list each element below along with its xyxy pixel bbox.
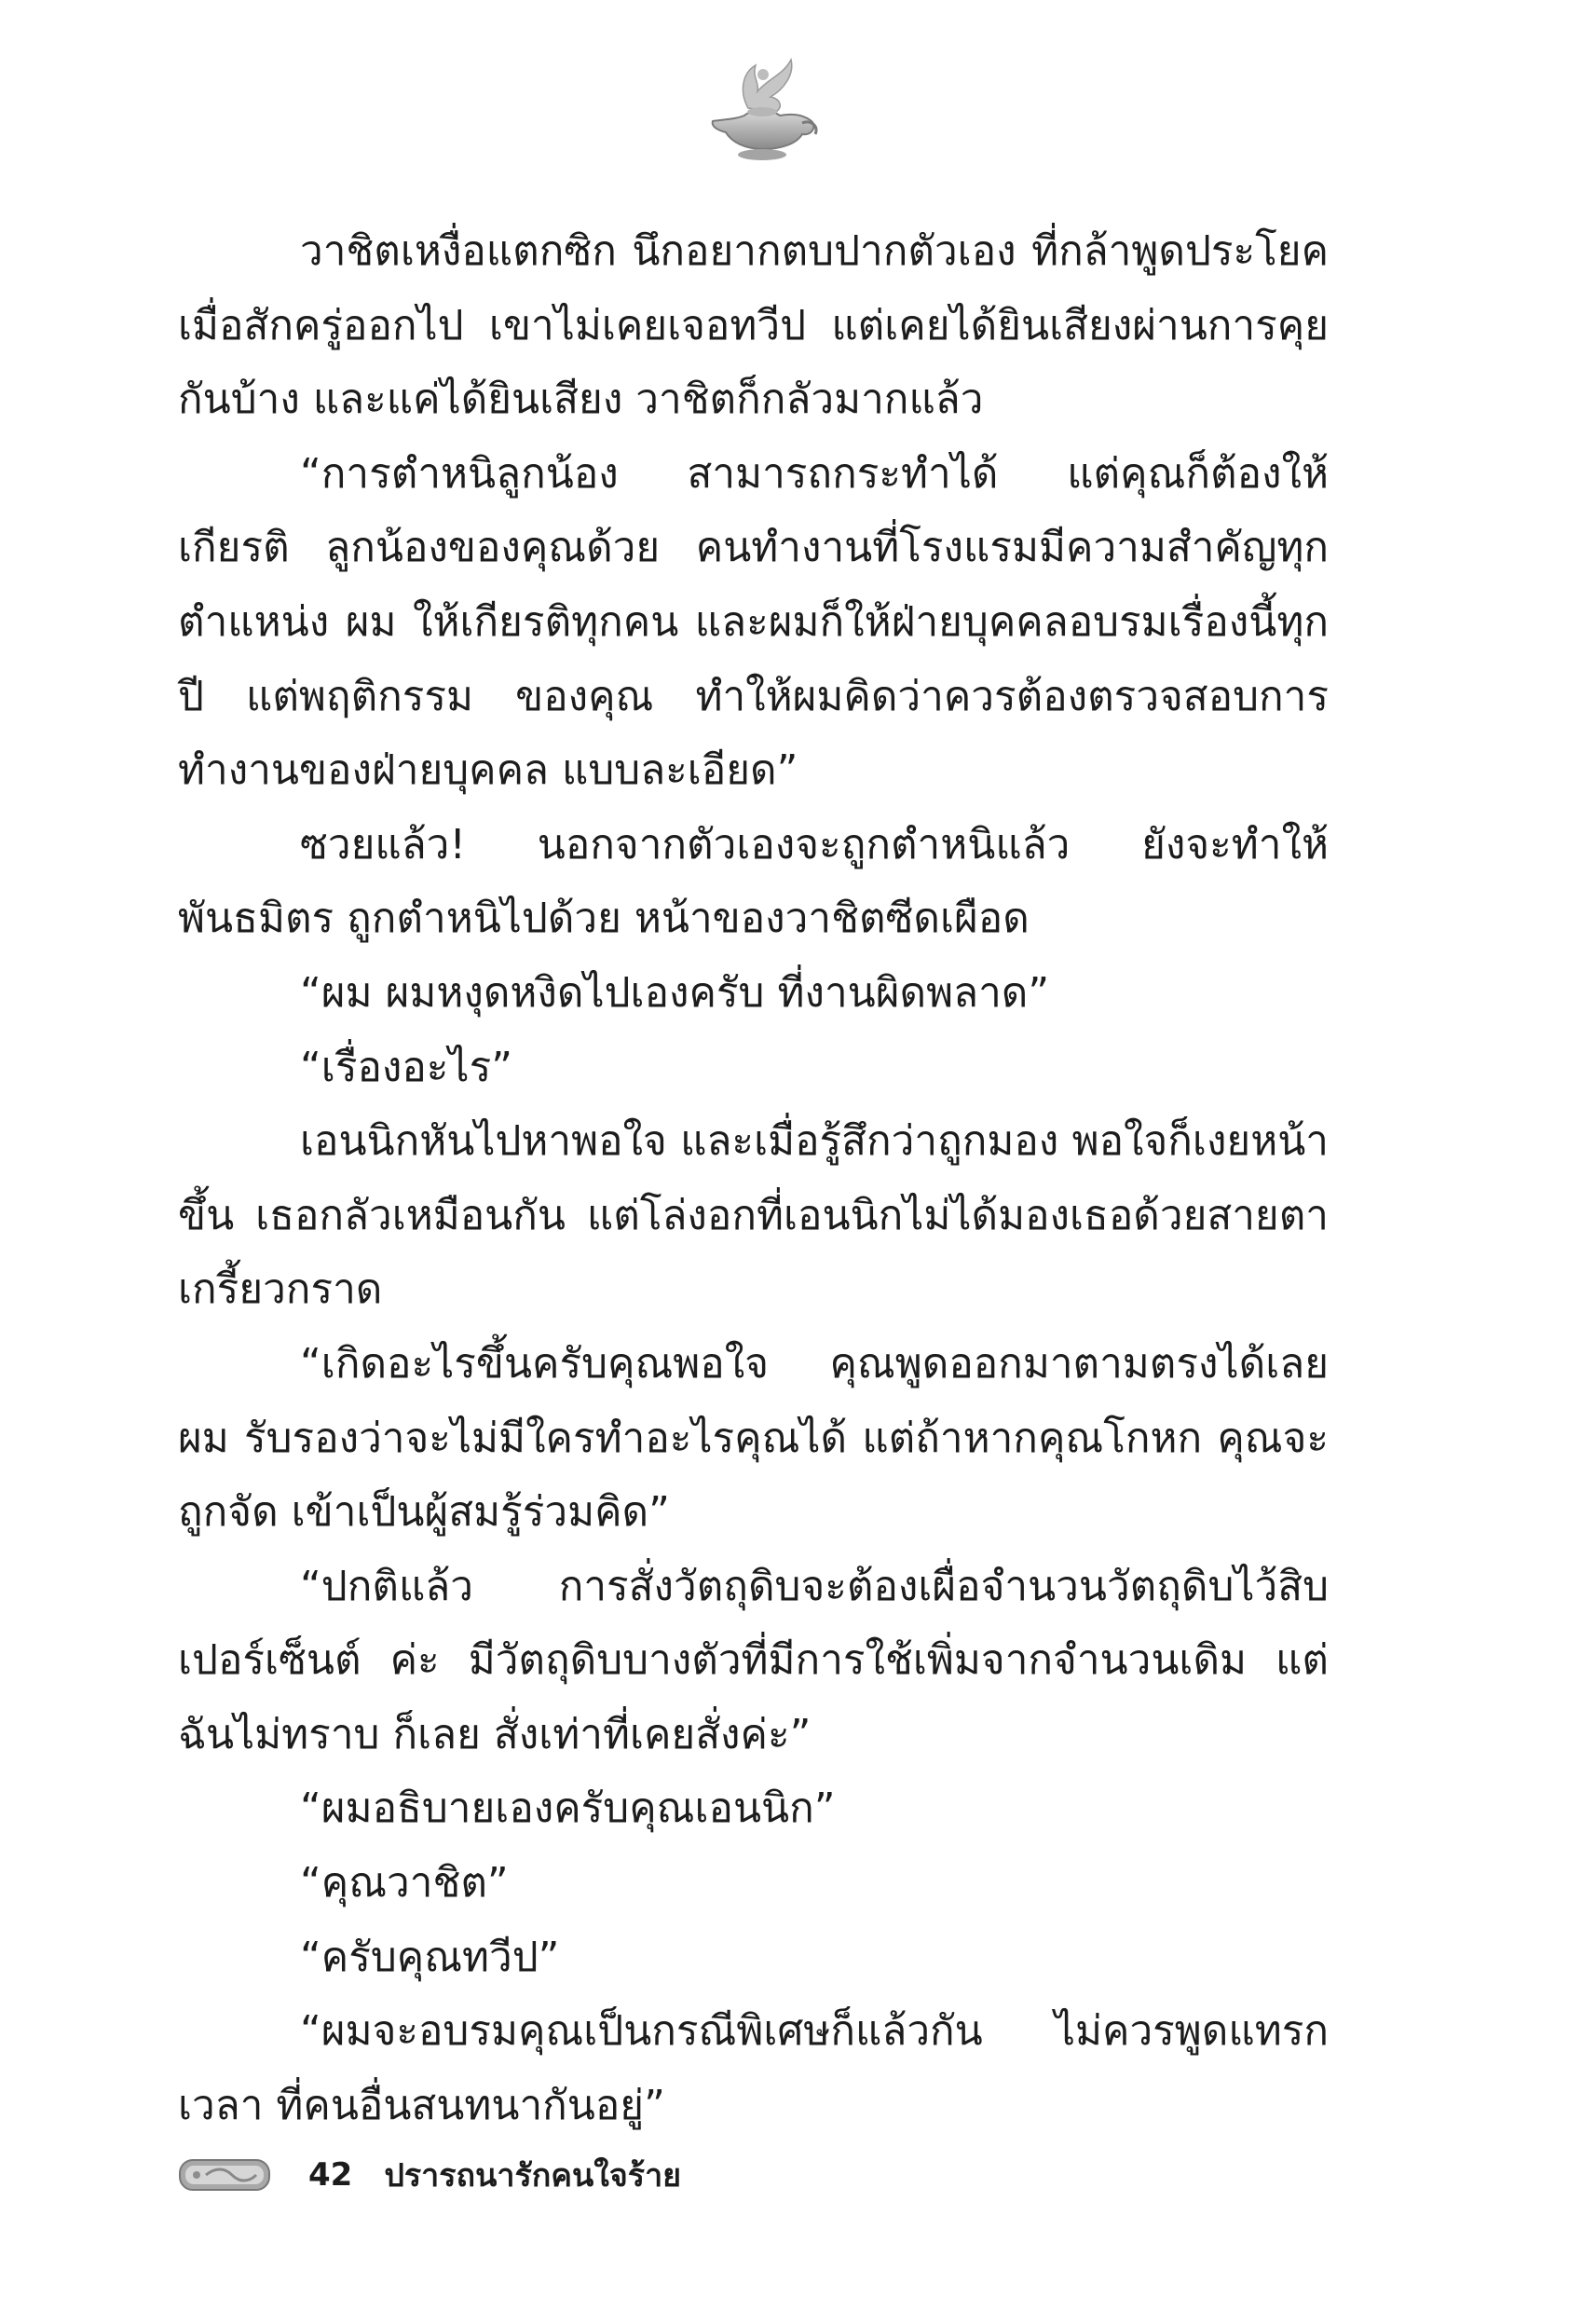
genie-lamp-icon [694, 54, 825, 166]
paragraph: “ผมจะอบรมคุณเป็นกรณีพิเศษก็แล้วกัน ไม่ควรพูดแทรก เวลา ที่คนอื่นสนทนากันอยู่” [178, 2007, 1329, 2129]
paragraph: “ครับคุณทวีป” [300, 1933, 560, 1981]
book-title: ปรารถนารักคนใจร้าย [384, 2157, 682, 2195]
paragraph: “ปกติแล้ว การสั่งวัตถุดิบจะต้องเผื่อจำนวนวัตถุดิบไว้สิบเปอร์เซ็นต์ ค่ะ มีวัตถุดิบบางตัวที่มีการใช้เพิ่มจากจำนวนเดิม แต่ฉันไม่ทราบ ก็เลย สั่งเท่าที่เคยสั่งค่ะ” [178, 1562, 1329, 1758]
paragraph: วาชิตเหงื่อแตกซิก นึกอยากตบปากตัวเอง ที่กล้าพูดประโยค เมื่อสักครู่ออกไป เขาไม่เคยเจอทวีป แต่เคยได้ยินเสียงผ่านการคุย กันบ้าง และแค่ได้ยินเสียง วาชิตก็กลัวมากแล้ว [178, 227, 1329, 424]
paragraph: “ผม ผมหงุดหงิดไปเองครับ ที่งานผิดพลาด” [300, 968, 1050, 1017]
paragraph: “เรื่องอะไร” [300, 1043, 512, 1091]
paragraph: “การตำหนิลูกน้อง สามารถกระทำได้ แต่คุณก็ต้องให้เกียรติ ลูกน้องของคุณด้วย คนทำงานที่โรงแรมมีความสำคัญทุกตำแหน่ง ผม ให้เกียรติทุกคน และผมก็ให้ฝ่ายบุคคลอบรมเรื่องนี้ทุกปี แต่พฤติกรรม ของคุณ ทำให้ผมคิดว่าควรต้องตรวจสอบการทำงานของฝ่ายบุคคล แบบละเอียด” [178, 449, 1329, 795]
book-badge-icon [178, 2156, 271, 2194]
paragraph: เอนนิกหันไปหาพอใจ และเมื่อรู้สึกว่าถูกมอง พอใจก็เงยหน้า ขึ้น เธอกลัวเหมือนกัน แต่โล่งอกที่เอนนิกไม่ได้มองเธอด้วยสายตา เกรี้ยวกราด [178, 1117, 1329, 1314]
paragraph: “ผมอธิบายเองครับคุณเอนนิก” [300, 1785, 836, 1833]
page-number: 42 [308, 2156, 353, 2194]
paragraph: “เกิดอะไรขึ้นครับคุณพอใจ คุณพูดออกมาตามตรงได้เลย ผม รับรองว่าจะไม่มีใครทำอะไรคุณได้ แต่ถ้าหากคุณโกหก คุณจะถูกจัด เข้าเป็นผู้สมรู้ร่วมคิด” [178, 1339, 1329, 1537]
paragraph: “คุณวาชิต” [300, 1859, 509, 1908]
paragraph: ซวยแล้ว! นอกจากตัวเองจะถูกตำหนิแล้ว ยังจะทำให้พันธมิตร ถูกตำหนิไปด้วย หน้าของวาชิตซีดเผือด [178, 820, 1329, 943]
page-footer [178, 2149, 681, 2201]
body-text [178, 214, 1329, 2142]
